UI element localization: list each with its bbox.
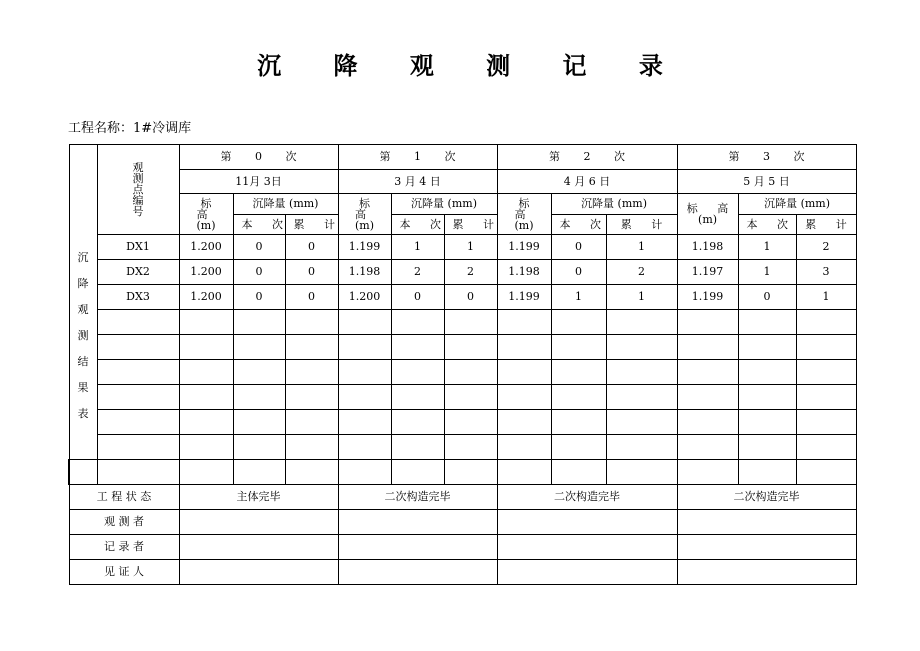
cell: 1.200: [179, 285, 233, 310]
this-time-header: 本 次: [738, 215, 796, 235]
cell: 1.199: [497, 235, 551, 260]
observation-label: 第 2 次: [497, 145, 677, 170]
recorder-row: [69, 535, 856, 560]
table-row: [69, 285, 856, 310]
cumulative-header: 累 计: [444, 215, 497, 235]
cell: 1.197: [677, 260, 738, 285]
side-char: 观: [77, 303, 89, 316]
cell: 0: [391, 285, 444, 310]
settlement-header: 沉降量 (mm): [551, 194, 677, 215]
cell: 0: [285, 260, 338, 285]
side-label: [69, 145, 97, 460]
empty-row: [69, 385, 856, 410]
cell: 0: [233, 285, 285, 310]
status-value: 二次构造完毕: [677, 485, 856, 510]
settlement-record-table: [68, 144, 857, 585]
observer-row: [69, 510, 856, 535]
cell: 1: [606, 285, 677, 310]
elevation-header-l2: (m): [514, 218, 534, 232]
cell: 2: [444, 260, 497, 285]
cell: 1: [444, 235, 497, 260]
cell: 1.200: [338, 285, 391, 310]
side-char: 结: [77, 355, 89, 368]
table-row: [69, 235, 856, 260]
elevation-header: [677, 194, 738, 235]
project-label: 工程名称：: [68, 121, 134, 136]
elevation-header: [338, 194, 391, 235]
cell: 1.198: [338, 260, 391, 285]
status-value: 二次构造完毕: [497, 485, 677, 510]
point-id: DX3: [97, 285, 179, 310]
elevation-header-l1: 标 高: [355, 196, 379, 221]
settlement-header: 沉降量 (mm): [391, 194, 497, 215]
cell: 0: [233, 260, 285, 285]
settlement-header: 沉降量 (mm): [233, 194, 338, 215]
cell: 1.200: [179, 235, 233, 260]
cell: 2: [606, 260, 677, 285]
cumulative-header: 累 计: [796, 215, 856, 235]
point-header-char: 点: [132, 183, 144, 196]
status-value: 主体完毕: [179, 485, 338, 510]
cell: 0: [444, 285, 497, 310]
side-char: 沉: [77, 251, 89, 264]
elevation-header-l1: 标 高: [196, 196, 220, 221]
cell: 0: [551, 260, 606, 285]
elevation-header-l2: (m): [355, 218, 375, 232]
elevation-header-l2: (m): [196, 218, 216, 232]
observation-date: 5 月 5 日: [677, 170, 856, 194]
side-char: 表: [77, 407, 89, 420]
empty-row: [69, 360, 856, 385]
settlement-header: 沉降量 (mm): [738, 194, 856, 215]
side-char: 测: [77, 329, 89, 342]
cell: 0: [285, 285, 338, 310]
cell: 2: [796, 235, 856, 260]
cell: 1.199: [677, 285, 738, 310]
cell: 1.198: [497, 260, 551, 285]
point-header-char: 观: [132, 161, 144, 174]
cell: 1.200: [179, 260, 233, 285]
point-header-char: 号: [132, 205, 144, 218]
page-title: 沉 降 观 测 记 录: [257, 51, 685, 80]
this-time-header: 本 次: [391, 215, 444, 235]
cell: 0: [738, 285, 796, 310]
cell: 1: [738, 260, 796, 285]
point-header-char: 测: [132, 172, 144, 185]
observation-label: 第 0 次: [179, 145, 338, 170]
cell: 2: [391, 260, 444, 285]
elevation-header: [497, 194, 551, 235]
empty-row: [69, 460, 856, 485]
witness-row: [69, 560, 856, 585]
status-label: 工 程 状 态: [69, 485, 179, 510]
side-char: 降: [77, 277, 89, 290]
status-value: 二次构造完毕: [338, 485, 497, 510]
cell: 1: [606, 235, 677, 260]
cell: 1.198: [677, 235, 738, 260]
observer-label: 观 测 者: [69, 510, 179, 535]
this-time-header: 本 次: [551, 215, 606, 235]
observation-label: 第 1 次: [338, 145, 497, 170]
cell: 0: [551, 235, 606, 260]
point-header-char: 编: [132, 194, 144, 207]
observation-date: 11月 3日: [179, 170, 338, 194]
observation-label: 第 3 次: [677, 145, 856, 170]
empty-row: [69, 310, 856, 335]
cell: 1: [796, 285, 856, 310]
cell: 3: [796, 260, 856, 285]
point-id-header: [97, 145, 179, 235]
elevation-header-l1: 标 高: [514, 196, 538, 221]
cell: 0: [285, 235, 338, 260]
observation-date: 4 月 6 日: [497, 170, 677, 194]
cumulative-header: 累 计: [606, 215, 677, 235]
this-time-header: 本 次: [233, 215, 285, 235]
cumulative-header: 累 计: [285, 215, 338, 235]
elevation-header: [179, 194, 233, 235]
recorder-label: 记 录 者: [69, 535, 179, 560]
empty-row: [69, 435, 856, 460]
empty-row: [69, 410, 856, 435]
cell: 1: [551, 285, 606, 310]
observation-date: 3 月 4 日: [338, 170, 497, 194]
cell: 0: [233, 235, 285, 260]
empty-row: [69, 335, 856, 360]
project-name: 1#冷调库: [133, 121, 192, 136]
project-name-line: [68, 120, 191, 138]
side-char: 果: [77, 381, 89, 394]
table-row: [69, 260, 856, 285]
cell: 1.199: [497, 285, 551, 310]
elevation-header-l1: 标 高: [686, 202, 737, 215]
point-id: DX2: [97, 260, 179, 285]
point-id: DX1: [97, 235, 179, 260]
cell: 1: [391, 235, 444, 260]
status-row: [69, 485, 856, 510]
cell: 1.199: [338, 235, 391, 260]
elevation-header-l2: (m): [698, 213, 718, 226]
cell: 1: [738, 235, 796, 260]
witness-label: 见 证 人: [69, 560, 179, 585]
